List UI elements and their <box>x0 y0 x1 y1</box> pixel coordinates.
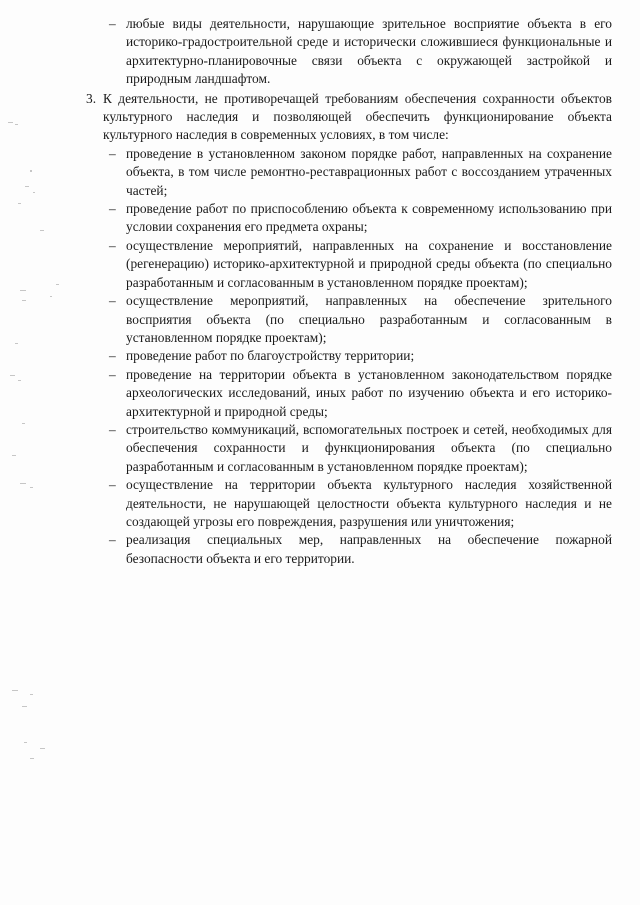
dash-marker: – <box>109 293 116 309</box>
list-item <box>86 531 612 568</box>
section-intro: К деятельности, не противоречащей требованиям обеспечения сохранности объектов культурного наследия и позволяющей обеспечить функционирование объекта культурного наследия в современных условиях, в том числе: <box>103 90 612 143</box>
dash-marker: – <box>109 237 116 253</box>
list-item <box>86 421 612 476</box>
dash-marker: – <box>109 421 116 437</box>
top-list <box>86 15 612 89</box>
list-item-text: проведение работ по приспособлению объекта к современному использованию при условии сохранения его предмета охраны; <box>126 201 612 235</box>
scan-artifacts <box>0 0 80 905</box>
list-item <box>86 237 612 292</box>
list-item <box>86 347 612 365</box>
list-item <box>86 145 612 200</box>
dash-marker: – <box>109 477 116 493</box>
list-item <box>86 366 612 421</box>
list-item-text: осуществление мероприятий, направленных на обеспечение зрительного восприятия объекта (по специально разработанным и согласованным в установленном порядке проектам); <box>126 293 612 345</box>
dash-marker: – <box>109 201 116 217</box>
dash-marker: – <box>109 532 116 548</box>
section-number: 3. <box>86 90 97 106</box>
document-body <box>86 15 612 568</box>
list-item-text: проведение работ по благоустройству территории; <box>126 348 415 364</box>
list-item <box>86 292 612 347</box>
list-item-text: проведение в установленном законом порядке работ, направленных на сохранение объекта, в том числе ремонтно-реставрационных работ с воссозданием утраченных частей; <box>126 145 612 198</box>
list-item-text: любые виды деятельности, нарушающие зрительное восприятие объекта в его историко-градостроительной среде и исторически сложившиеся функциональные и архитектурно-планировочные связи объекта с окружающей застройкой и природным ландшафтом. <box>126 16 612 87</box>
list-item-text: осуществление на территории объекта культурного наследия хозяйственной деятельности, не нарушающей целостности объекта культурного наследия и не создающей угрозы его повреждения, разрушения или уничтожения; <box>126 477 612 529</box>
list-item-text: осуществление мероприятий, направленных на сохранение и восстановление (регенерацию) историко-архитектурной и природной среды объекта (по специально разработанным и согласованным в установленном порядке проектам); <box>126 237 612 290</box>
dash-marker: – <box>109 145 116 161</box>
list-item <box>86 476 612 531</box>
dash-marker: – <box>109 348 116 364</box>
dash-marker: – <box>109 16 116 31</box>
list-item <box>86 15 612 89</box>
section-3 <box>86 90 612 145</box>
section-3-list <box>86 145 612 568</box>
dash-marker: – <box>109 366 116 382</box>
list-item-text: проведение на территории объекта в установленном законодательством порядке археологических исследований, иных работ по изучению объекта и его историко-архитектурной и природной среды; <box>126 366 612 419</box>
list-item-text: строительство коммуникаций, вспомогательных построек и сетей, необходимых для обеспечения сохранности и функционирования объекта (по специально разработанным и согласованным в установленном порядке проектам); <box>126 421 612 474</box>
list-item-text: реализация специальных мер, направленных на обеспечение пожарной безопасности объекта и его территории. <box>126 532 612 566</box>
list-item <box>86 200 612 237</box>
